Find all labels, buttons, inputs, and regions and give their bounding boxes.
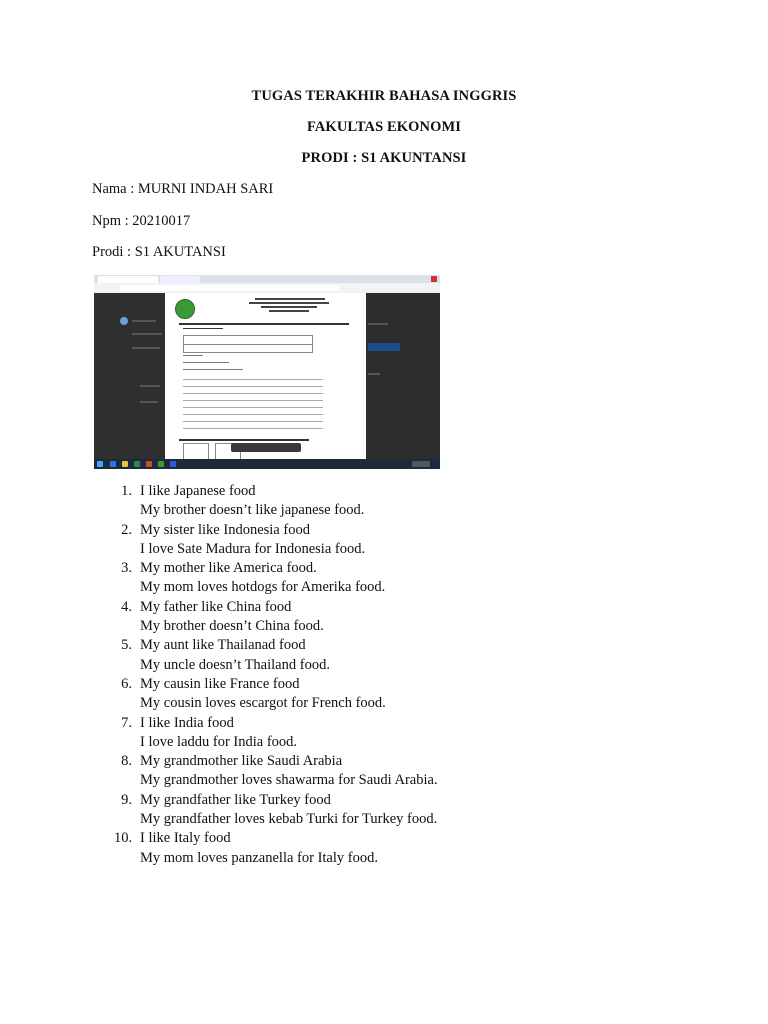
item-number: 10. xyxy=(114,830,133,847)
panel-text xyxy=(132,333,162,335)
item-line-2: My brother doesn’t China food. xyxy=(140,618,324,635)
list-item xyxy=(114,559,438,598)
list-item xyxy=(114,714,438,753)
doc-title xyxy=(255,298,325,300)
list-item xyxy=(114,482,438,521)
item-line-1: I like Japanese food xyxy=(140,483,256,499)
item-number: 2. xyxy=(121,521,132,538)
url-field xyxy=(120,285,340,291)
app-icon xyxy=(146,461,152,467)
item-line-1: My grandfather like Turkey food xyxy=(140,791,331,808)
answer-line xyxy=(183,407,323,408)
answer-line xyxy=(183,379,323,380)
item-number: 4. xyxy=(121,598,132,615)
windows-icon xyxy=(97,461,103,467)
item-line-1: My aunt like Thailanad food xyxy=(140,637,306,654)
panel-text xyxy=(140,385,160,387)
panel-text xyxy=(368,323,388,325)
item-line-2: My cousin loves escargot for French food. xyxy=(140,695,386,712)
item-number: 8. xyxy=(121,753,132,770)
windows-taskbar xyxy=(94,459,440,469)
item-line-1: My grandmother like Saudi Arabia xyxy=(140,753,343,770)
example-text xyxy=(183,362,229,363)
answer-line xyxy=(183,421,323,422)
answer-line xyxy=(183,386,323,387)
word-icon xyxy=(170,461,176,467)
item-number: 5. xyxy=(121,637,132,654)
assignment-icon xyxy=(120,317,128,325)
close-icon xyxy=(431,276,437,282)
item-line-2: My mom loves panzanella for Italy food. xyxy=(140,849,378,866)
clock-icon xyxy=(412,461,430,467)
excel-icon xyxy=(134,461,140,467)
panel-text xyxy=(368,373,380,375)
prodi-field: Prodi : S1 AKUTANSI xyxy=(92,244,226,260)
item-line-1: My mother like America food. xyxy=(140,560,317,577)
item-number: 1. xyxy=(121,483,132,499)
list-item xyxy=(114,791,438,830)
item-line-1: My causin like France food xyxy=(140,675,300,692)
answer-line xyxy=(183,414,323,415)
list-item xyxy=(114,752,438,791)
panel-text xyxy=(140,401,158,403)
item-line-2: My grandfather loves kebab Turki for Turkey food. xyxy=(140,811,438,828)
list-item xyxy=(114,598,438,637)
item-number: 6. xyxy=(121,675,132,692)
question-1 xyxy=(179,323,349,325)
answer-line xyxy=(183,428,323,429)
doc-year xyxy=(261,306,317,308)
panel-text xyxy=(132,347,160,349)
item-line-2: I love Sate Madura for Indonesia food. xyxy=(140,540,366,557)
edge-icon xyxy=(110,461,116,467)
item-number: 7. xyxy=(121,714,132,731)
list-item xyxy=(114,675,438,714)
title-line-1: TUGAS TERAKHIR BAHASA INGGRIS xyxy=(251,88,517,104)
browser-tab xyxy=(98,276,158,283)
classroom-right-panel xyxy=(366,293,440,459)
embedded-screenshot xyxy=(94,275,440,469)
classroom-left-panel xyxy=(94,293,165,459)
item-line-1: My father like China food xyxy=(140,598,292,615)
quiz-document xyxy=(165,293,366,459)
doc-subtitle xyxy=(249,302,329,304)
answer-line xyxy=(183,393,323,394)
title-line-2: FAKULTAS EKONOMI xyxy=(306,119,461,135)
chrome-icon xyxy=(158,461,164,467)
item-line-2: My brother doesn’t like japanese food. xyxy=(140,502,365,519)
item-line-1: I like India food xyxy=(140,714,234,731)
folder-icon xyxy=(122,461,128,467)
answer-list xyxy=(114,482,438,868)
example-text xyxy=(183,355,203,356)
country-table xyxy=(183,335,313,353)
list-item xyxy=(114,636,438,675)
item-line-2: My uncle doesn’t Thailand food. xyxy=(140,656,330,673)
list-item xyxy=(114,829,438,868)
item-number: 3. xyxy=(121,560,132,577)
item-number: 9. xyxy=(121,791,132,808)
university-logo xyxy=(175,299,195,319)
pdf-toolbar xyxy=(231,443,301,452)
question-2 xyxy=(179,439,309,441)
browser-tab xyxy=(160,276,200,283)
item-line-2: I love laddu for India food. xyxy=(140,733,298,750)
question-1 xyxy=(183,328,223,329)
submit-button xyxy=(368,343,400,351)
title-line-3: PRODI : S1 AKUNTANSI xyxy=(301,150,467,166)
item-line-2: My grandmother loves shawarma for Saudi Arabia. xyxy=(140,772,438,789)
name-field: Nama : MURNI INDAH SARI xyxy=(92,181,274,197)
doc-time xyxy=(269,310,309,312)
answer-line xyxy=(183,400,323,401)
list-item xyxy=(114,521,438,560)
item-line-2: My mom loves hotdogs for Amerika food. xyxy=(140,579,386,596)
item-line-1: My sister like Indonesia food xyxy=(140,521,310,538)
item-line-1: I like Italy food xyxy=(140,830,231,847)
npm-field: Npm : 20210017 xyxy=(92,213,191,229)
browser-tab-bar xyxy=(94,275,440,283)
example-text xyxy=(183,369,243,370)
panel-text xyxy=(132,320,156,322)
